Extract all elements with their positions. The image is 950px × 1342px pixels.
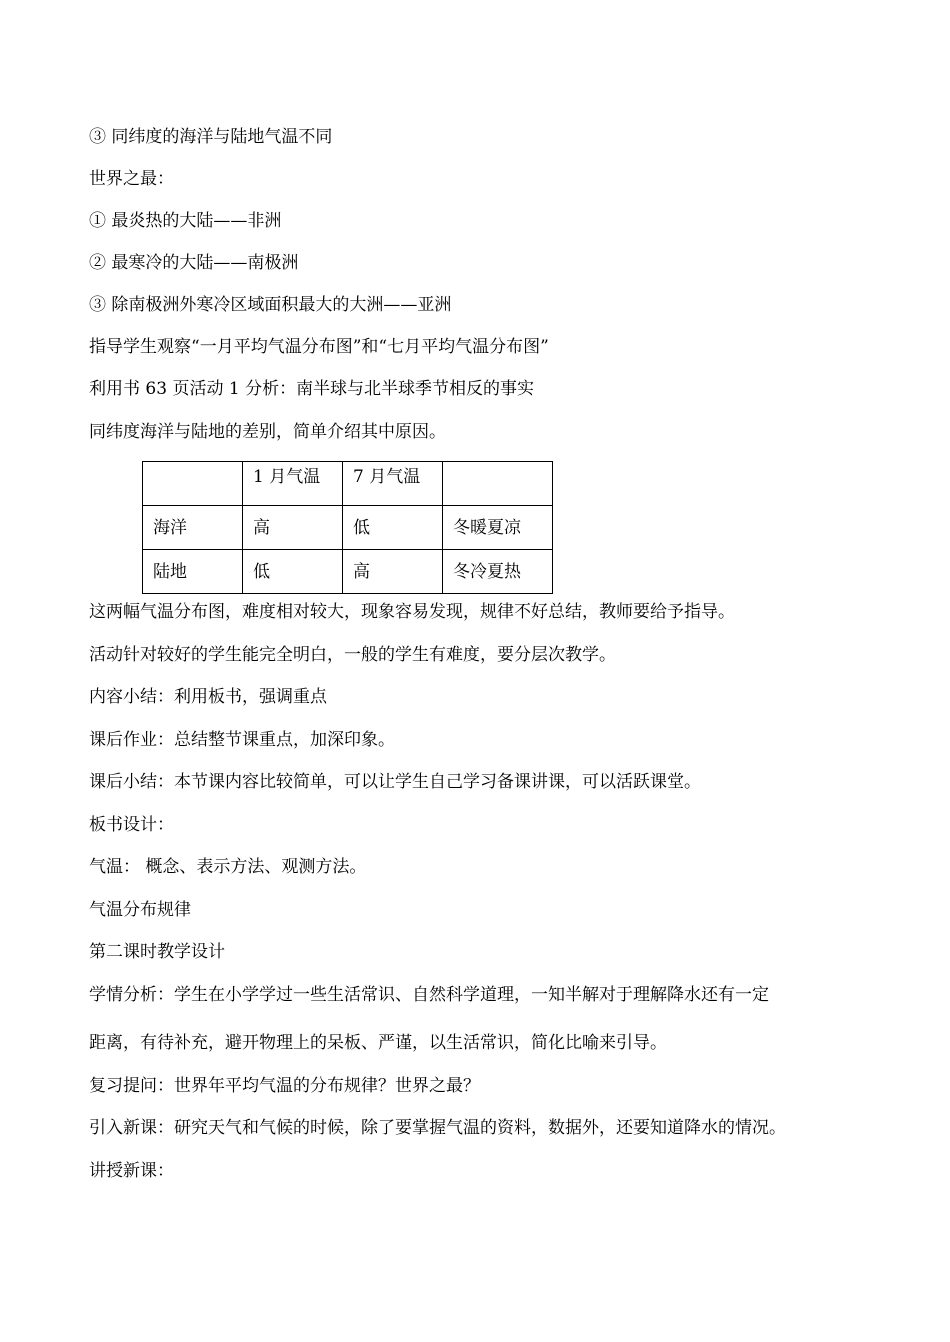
text-line: ③ 同纬度的海洋与陆地气温不同 xyxy=(89,127,333,147)
temperature-table xyxy=(142,461,553,594)
table-cell: 7 月气温 xyxy=(343,462,443,506)
table-cell xyxy=(443,462,553,506)
table-cell: 低 xyxy=(243,550,343,594)
text-line: 内容小结：利用板书，强调重点 xyxy=(89,687,327,707)
table-row xyxy=(143,550,553,594)
text-line: 利用书 63 页活动 1 分析：南半球与北半球季节相反的事实 xyxy=(89,379,535,399)
table-cell: 高 xyxy=(343,550,443,594)
text-line: 这两幅气温分布图，难度相对较大，现象容易发现，规律不好总结，教师要给予指导。 xyxy=(89,602,735,622)
table-cell: 低 xyxy=(343,506,443,550)
table-cell: 1 月气温 xyxy=(243,462,343,506)
text-line: 学情分析：学生在小学学过一些生活常识、自然科学道理，一知半解对于理解降水还有一定 xyxy=(89,985,769,1005)
text-line: 活动针对较好的学生能完全明白，一般的学生有难度，要分层次教学。 xyxy=(89,645,616,665)
table-cell: 陆地 xyxy=(143,550,243,594)
text-line: 气温： 概念、表示方法、观测方法。 xyxy=(89,857,367,877)
text-line: 同纬度海洋与陆地的差别，简单介绍其中原因。 xyxy=(89,422,446,442)
table-cell: 冬暖夏凉 xyxy=(443,506,553,550)
text-line: 讲授新课： xyxy=(89,1161,174,1181)
text-line: ① 最炎热的大陆——非洲 xyxy=(89,211,282,231)
text-line: 气温分布规律 xyxy=(89,900,191,920)
text-line: 指导学生观察“一月平均气温分布图”和“七月平均气温分布图” xyxy=(89,337,549,357)
text-line: 距离，有待补充，避开物理上的呆板、严谨，以生活常识，简化比喻来引导。 xyxy=(89,1033,667,1053)
table-cell: 海洋 xyxy=(143,506,243,550)
text-line: 第二课时教学设计 xyxy=(89,942,225,962)
text-line: ② 最寒冷的大陆——南极洲 xyxy=(89,253,299,273)
text-line: 引入新课：研究天气和气候的时候，除了要掌握气温的资料，数据外，还要知道降水的情况。 xyxy=(89,1118,786,1138)
text-line: ③ 除南极洲外寒冷区域面积最大的大洲——亚洲 xyxy=(89,295,452,315)
text-line: 课后作业：总结整节课重点，加深印象。 xyxy=(89,730,395,750)
text-line: 世界之最： xyxy=(89,169,174,189)
table-header-row xyxy=(143,462,553,506)
table-cell: 冬冷夏热 xyxy=(443,550,553,594)
table-row xyxy=(143,506,553,550)
text-line: 板书设计： xyxy=(89,815,174,835)
text-line: 课后小结：本节课内容比较简单，可以让学生自己学习备课讲课，可以活跃课堂。 xyxy=(89,772,701,792)
table-cell xyxy=(143,462,243,506)
table-cell: 高 xyxy=(243,506,343,550)
text-line: 复习提问：世界年平均气温的分布规律？世界之最？ xyxy=(89,1076,480,1096)
